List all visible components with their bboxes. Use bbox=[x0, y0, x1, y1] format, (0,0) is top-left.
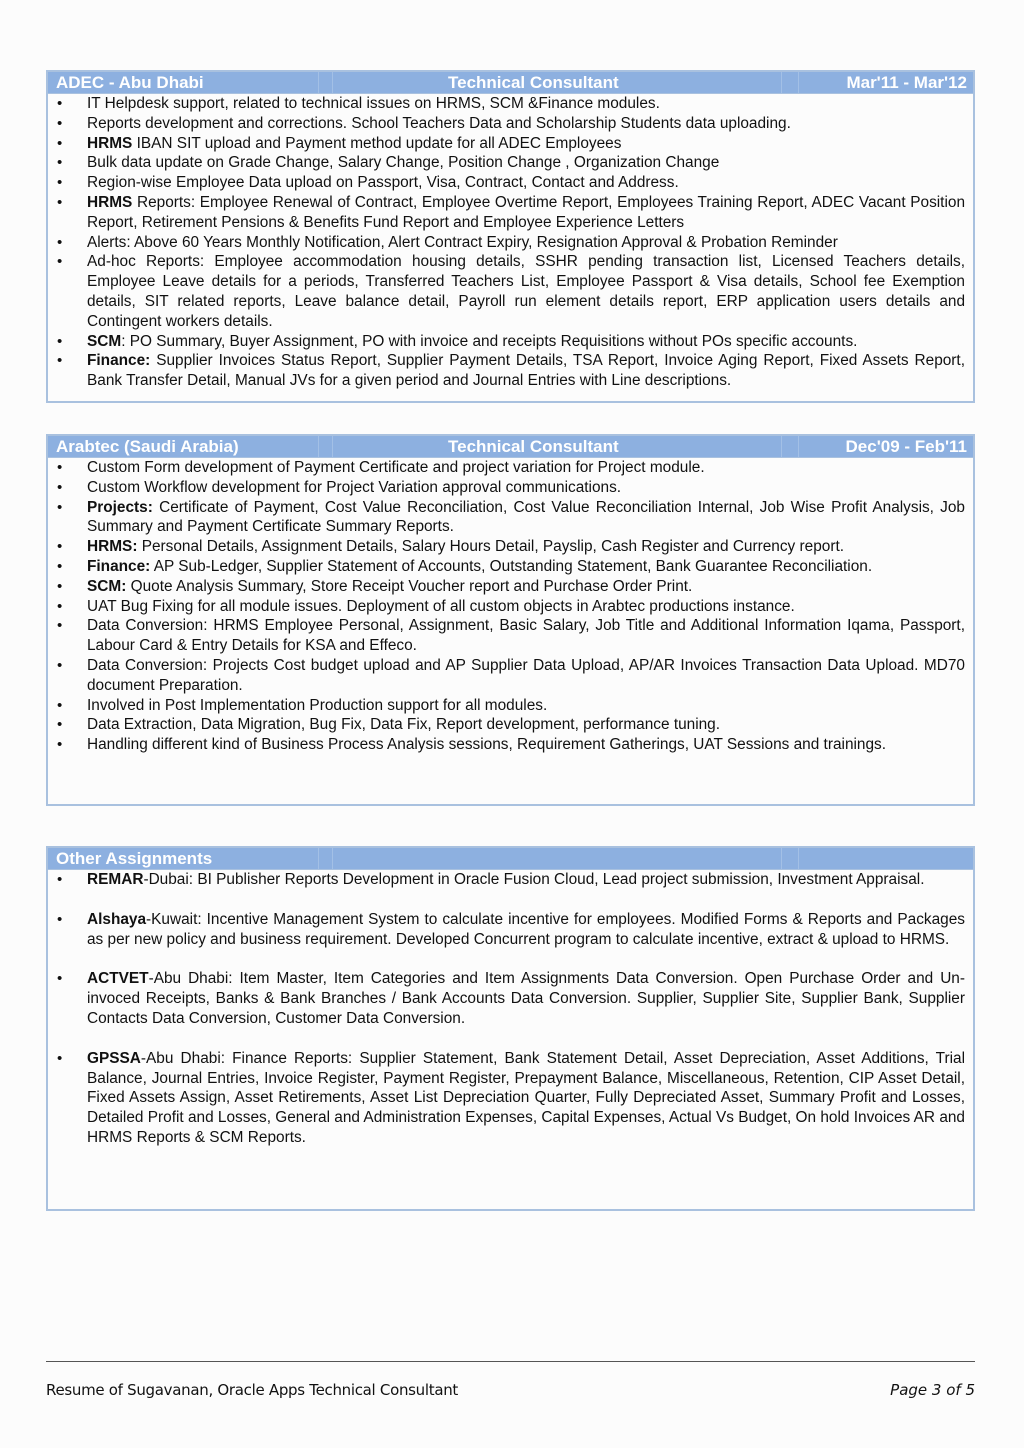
bullet-icon: • bbox=[57, 656, 63, 674]
item-text: Handling different kind of Business Process Analysis sessions, Requirement Gatherings, UAT Sessions and trainings. bbox=[87, 736, 887, 754]
item-text: -Kuwait: Incentive Management System to calculate incentive for employees. Modified Forms & Reports and Packages as per new policy and business requirement. Developed Concurrent program to calculate incentive, extract & upload to HRMS. bbox=[87, 910, 965, 948]
item-label: GPSSA bbox=[87, 1049, 141, 1067]
footer-divider bbox=[46, 1361, 975, 1362]
list-item bbox=[48, 1049, 965, 1148]
bullet-icon: • bbox=[57, 716, 63, 734]
job-role: Technical Consultant bbox=[448, 437, 619, 456]
list-item bbox=[48, 134, 965, 154]
bullet-icon: • bbox=[57, 193, 63, 211]
item-text: : PO Summary, Buyer Assignment, PO with invoice and receipts Requisitions without POs specific accounts. bbox=[121, 332, 858, 350]
bullet-icon: • bbox=[57, 597, 63, 615]
bullet-icon: • bbox=[57, 478, 63, 496]
list-item bbox=[48, 233, 965, 253]
section-header bbox=[48, 72, 973, 94]
header-divider bbox=[798, 848, 799, 869]
item-label: Finance: bbox=[87, 557, 151, 575]
experience-section-arabtec bbox=[46, 434, 975, 806]
header-divider bbox=[318, 436, 319, 457]
duty-list bbox=[48, 458, 973, 755]
bullet-icon: • bbox=[57, 736, 63, 754]
footer-document-title: Resume of Sugavanan, Oracle Apps Technical Consultant bbox=[46, 1381, 459, 1399]
header-divider bbox=[332, 848, 333, 869]
list-item bbox=[48, 696, 965, 716]
bullet-icon: • bbox=[57, 696, 63, 714]
item-label: ACTVET bbox=[87, 970, 149, 988]
item-text: Bulk data update on Grade Change, Salary Change, Position Change , Organization Change bbox=[87, 154, 720, 172]
item-text: Ad-hoc Reports: Employee accommodation housing details, SSHR pending transaction list, Licensed Teachers details, Employee Leave details for a periods, Transferred Teachers List, Employee Passport & Visa details, School fee Exemption details, SIT related reports, Leave balance detail, Payroll run element details report, ERP application users details and Contingent workers details. bbox=[87, 253, 965, 330]
item-text: Reports: Employee Renewal of Contract, Employee Overtime Report, Employees Training Report, ADEC Vacant Position Report, Retirement Pensions & Benefits Fund Report and Employee Experience Letters bbox=[87, 193, 965, 231]
list-item bbox=[48, 577, 965, 597]
header-divider bbox=[332, 436, 333, 457]
bullet-icon: • bbox=[57, 498, 63, 516]
item-label: SCM bbox=[87, 332, 122, 350]
item-label: HRMS bbox=[87, 193, 133, 211]
bullet-icon: • bbox=[57, 332, 63, 350]
bullet-icon: • bbox=[57, 577, 63, 595]
bullet-icon: • bbox=[57, 1049, 63, 1067]
item-text: -Dubai: BI Publisher Reports Development in Oracle Fusion Cloud, Lead project submission, Investment Appraisal. bbox=[143, 871, 925, 888]
item-text: Custom Workflow development for Project Variation approval communications. bbox=[87, 478, 622, 496]
list-item bbox=[48, 597, 965, 617]
list-item bbox=[48, 870, 965, 890]
list-item bbox=[48, 332, 965, 352]
item-label: HRMS: bbox=[87, 538, 138, 556]
item-text: Quote Analysis Summary, Store Receipt Voucher report and Purchase Order Print. bbox=[126, 577, 693, 595]
company-name: ADEC - Abu Dhabi bbox=[56, 73, 204, 92]
experience-section-adec bbox=[46, 70, 975, 403]
bullet-icon: • bbox=[57, 871, 63, 888]
list-item bbox=[48, 351, 965, 391]
item-text: Data Extraction, Data Migration, Bug Fix, Data Fix, Report development, performance tuning. bbox=[87, 716, 721, 734]
header-divider bbox=[332, 72, 333, 93]
assignment-list bbox=[48, 870, 973, 1148]
list-item bbox=[48, 498, 965, 538]
item-text: -Abu Dhabi: Finance Reports: Supplier Statement, Bank Statement Detail, Asset Depreciation, Asset Additions, Trial Balance, Journal Entries, Invoice Register, Payment Register, Prepayment Balance, Miscellaneous, Retention, CIP Asset Detail, Fixed Assets Assign, Asset Retirements, Asset List Depreciation Quarter, Fully Depreciated Asset, Summary Profit and Losses, Detailed Profit and Losses, General and Administration Expenses, Capital Expenses, Actual Vs Budget, On hold Invoices AR and HRMS Reports & SCM Reports. bbox=[87, 1049, 965, 1146]
item-text: -Abu Dhabi: Item Master, Item Categories and Item Assignments Data Conversion. Open Purchase Order and Un-invoced Receipts, Banks & Bank Branches / Bank Accounts Data Conversion. Supplier, Supplier Site, Supplier Bank, Supplier Contacts Data Conversion, Customer Data Conversion. bbox=[87, 970, 965, 1027]
list-item bbox=[48, 735, 965, 755]
bullet-icon: • bbox=[57, 154, 63, 172]
header-divider bbox=[318, 848, 319, 869]
job-role: Technical Consultant bbox=[448, 73, 619, 92]
item-text: Certificate of Payment, Cost Value Reconciliation, Cost Value Reconciliation Internal, Job Wise Profit Analysis, Job Summary and Payment Certificate Summary Reports. bbox=[87, 498, 965, 536]
section-header bbox=[48, 436, 973, 458]
list-item bbox=[48, 616, 965, 656]
footer-page-number: Page 3 of 5 bbox=[890, 1381, 975, 1399]
item-label: Finance: bbox=[87, 352, 151, 370]
item-label: Alshaya bbox=[87, 910, 147, 928]
list-item bbox=[48, 94, 965, 114]
header-divider bbox=[781, 72, 782, 93]
bullet-icon: • bbox=[57, 174, 63, 192]
bullet-icon: • bbox=[57, 233, 63, 251]
bullet-icon: • bbox=[57, 459, 63, 476]
list-item bbox=[48, 478, 965, 498]
bullet-icon: • bbox=[57, 557, 63, 575]
bullet-icon: • bbox=[57, 538, 63, 556]
list-item bbox=[48, 252, 965, 331]
item-text: Involved in Post Implementation Production support for all modules. bbox=[87, 696, 548, 714]
bullet-icon: • bbox=[57, 95, 63, 112]
item-text: Reports development and corrections. School Teachers Data and Scholarship Students data uploading. bbox=[87, 114, 791, 132]
item-text: Custom Form development of Payment Certificate and project variation for Project module. bbox=[87, 459, 705, 476]
list-item bbox=[48, 969, 965, 1028]
list-item bbox=[48, 910, 965, 950]
item-text: IT Helpdesk support, related to technical issues on HRMS, SCM &Finance modules. bbox=[87, 95, 660, 112]
item-text: Data Conversion: Projects Cost budget upload and AP Supplier Data Upload, AP/AR Invoices Transaction Data Upload. MD70 document Preparation. bbox=[87, 656, 965, 694]
list-item bbox=[48, 656, 965, 696]
bullet-icon: • bbox=[57, 910, 63, 928]
bullet-icon: • bbox=[57, 253, 63, 271]
header-divider bbox=[781, 848, 782, 869]
item-label: REMAR bbox=[87, 871, 144, 888]
header-divider bbox=[798, 72, 799, 93]
item-text: Supplier Invoices Status Report, Supplier Payment Details, TSA Report, Invoice Aging Report, Fixed Assets Report, Bank Transfer Detail, Manual JVs for a given period and Journal Entries with Line descriptions. bbox=[87, 352, 965, 390]
bullet-icon: • bbox=[57, 114, 63, 132]
job-period: Dec'09 - Feb'11 bbox=[845, 437, 967, 456]
list-item bbox=[48, 458, 965, 478]
list-item bbox=[48, 715, 965, 735]
list-item bbox=[48, 537, 965, 557]
bullet-icon: • bbox=[57, 970, 63, 988]
item-text: AP Sub-Ledger, Supplier Statement of Accounts, Outstanding Statement, Bank Guarantee Reconciliation. bbox=[150, 557, 873, 575]
list-item bbox=[48, 114, 965, 134]
item-text: Region-wise Employee Data upload on Passport, Visa, Contract, Contact and Address. bbox=[87, 174, 679, 192]
header-divider bbox=[781, 436, 782, 457]
item-label: Projects: bbox=[87, 498, 153, 516]
duty-list bbox=[48, 94, 973, 391]
item-text: Personal Details, Assignment Details, Salary Hours Detail, Payslip, Cash Register and Currency report. bbox=[137, 538, 845, 556]
bullet-icon: • bbox=[57, 134, 63, 152]
bullet-icon: • bbox=[57, 617, 63, 635]
job-period: Mar'11 - Mar'12 bbox=[846, 73, 967, 92]
list-item bbox=[48, 193, 965, 233]
company-name: Arabtec (Saudi Arabia) bbox=[56, 437, 239, 456]
item-text: Alerts: Above 60 Years Monthly Notification, Alert Contract Expiry, Resignation Approval & Probation Reminder bbox=[87, 233, 838, 251]
item-label: SCM: bbox=[87, 577, 127, 595]
bullet-icon: • bbox=[57, 352, 63, 370]
item-text: UAT Bug Fixing for all module issues. Deployment of all custom objects in Arabtec productions instance. bbox=[87, 597, 795, 615]
item-label: HRMS bbox=[87, 134, 133, 152]
item-text: Data Conversion: HRMS Employee Personal, Assignment, Basic Salary, Job Title and Additional Information Iqama, Passport, Labour Card & Entry Details for KSA and Effeco. bbox=[87, 617, 965, 655]
list-item bbox=[48, 153, 965, 173]
item-text: IBAN SIT upload and Payment method update for all ADEC Employees bbox=[132, 134, 622, 152]
list-item bbox=[48, 557, 965, 577]
other-assignments-section bbox=[46, 846, 975, 1211]
header-divider bbox=[318, 72, 319, 93]
section-title: Other Assignments bbox=[56, 849, 213, 868]
section-header bbox=[48, 848, 973, 870]
header-divider bbox=[798, 436, 799, 457]
list-item bbox=[48, 173, 965, 193]
